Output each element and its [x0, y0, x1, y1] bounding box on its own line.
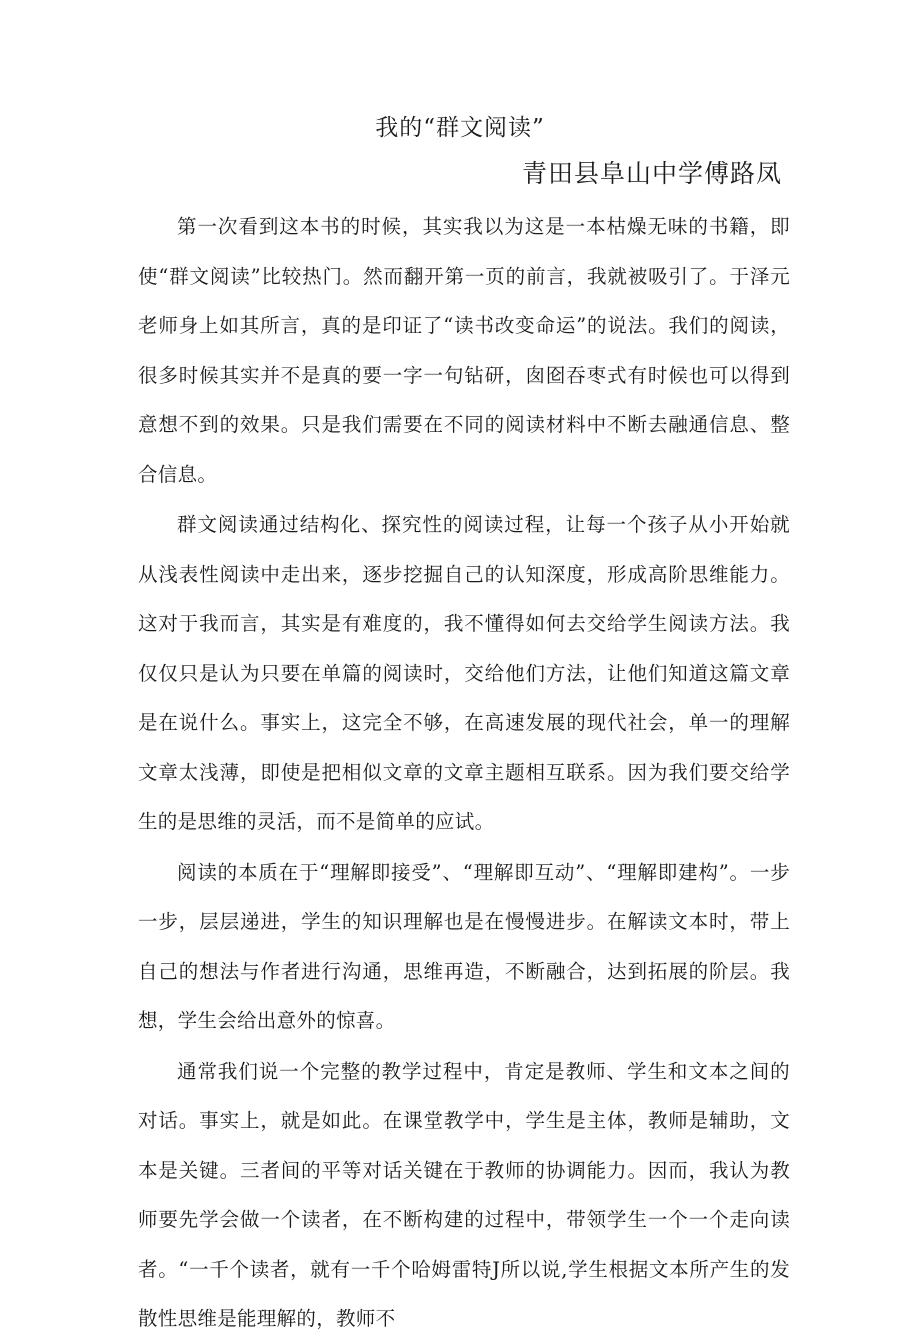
document-author: 青田县阜山中学傅路凤: [521, 159, 782, 188]
paragraph-1: 第一次看到这本书的时候，其实我以为这是一本枯燥无味的书籍，即使“群文阅读”比较热门。然而翻开第一页的前言，我就被吸引了。于泽元老师身上如其所言，真的是印证了“读书改变命运”的说法。我们的阅读，很多时候其实并不是真的要一字一句钻研，囱囵吞枣式有时候也可以得到意想不到的效果。只是我们需要在不同的阅读材料中不断去融通信息、整合信息。: [138, 215, 790, 486]
document-body: [138, 202, 790, 1344]
paragraph-4: 通常我们说一个完整的教学过程中，肯定是教师、学生和文本之间的对话。事实上，就是如此。在课堂教学中，学生是主体，教师是辅助，文本是关键。三者间的平等对话关键在于教师的协调能力。因而，我认为教师要先学会做一个读者，在不断构建的过程中，带领学生一个一个走向读者。“一千个读者，就有一千个哈姆雷特J所以说,学生根据文本所产生的发散性思维是能理解的，教师不: [138, 1059, 790, 1330]
document-title: 我的“群文阅读”: [375, 115, 545, 141]
paragraph-2: 群文阅读通过结构化、探究性的阅读过程，让每一个孩子从小开始就从浅表性阅读中走出来，逐步挖掘自己的认知深度，形成高阶思维能力。这对于我而言，其实是有难度的，我不懂得如何去交给学生阅读方法。我仅仅只是认为只要在单篇的阅读时，交给他们方法，让他们知道这篇文章是在说什么。事实上，这完全不够，在高速发展的现代社会，单一的理解文章太浅薄，即使是把相似文章的文章主题相互联系。因为我们要交给学生的是思维的灵活，而不是简单的应试。: [138, 513, 790, 833]
paragraph-3: 阅读的本质在于“理解即接受”、“理解即互动”、“理解即建构”。一步一步，层层递进，学生的知识理解也是在慢慢进步。在解读文本时，带上自己的想法与作者进行沟通，思维再造，不断融合，达到拓展的阶层。我想，学生会给出意外的惊喜。: [138, 860, 790, 1032]
